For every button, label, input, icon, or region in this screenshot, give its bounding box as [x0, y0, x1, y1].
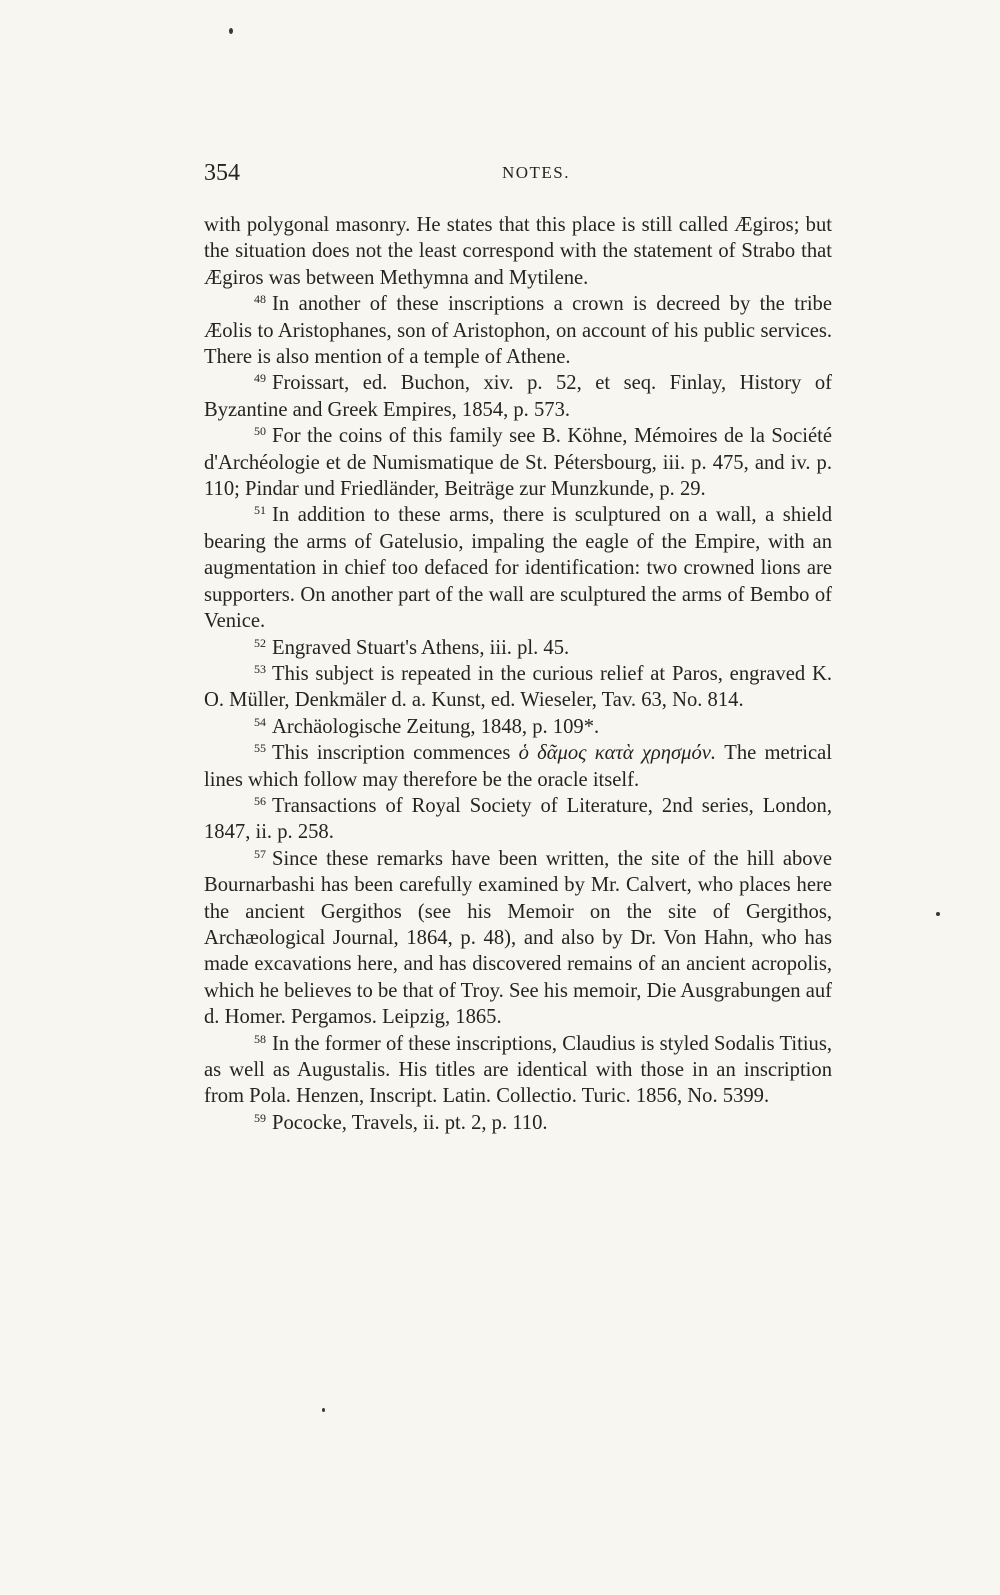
note-49 [204, 370, 832, 423]
note-text: Froissart, ed. Buchon, xiv. p. 52, et seq. Finlay, History of Byzantine and Greek Empires, 1854, p. 573. [204, 372, 832, 421]
notes-body [204, 212, 832, 1136]
note-number: 49 [254, 371, 266, 386]
ink-speck [229, 28, 233, 34]
note-number: 56 [254, 793, 266, 808]
note-48 [204, 291, 832, 370]
note-57 [204, 846, 832, 1031]
ink-speck [936, 912, 940, 916]
note-text: Archäologische Zeitung, 1848, p. 109*. [272, 715, 600, 738]
note-text: Pococke, Travels, ii. pt. 2, p. 110. [272, 1111, 548, 1134]
note-text: This inscription commences [272, 742, 519, 765]
note-50 [204, 423, 832, 502]
note-53 [204, 661, 832, 714]
note-58 [204, 1031, 832, 1110]
note-text: Since these remarks have been written, the site of the hill above Bournarbashi has been carefully examined by Mr. Calvert, who places here the ancient Gergithos (see his Memoir on the site of Gergithos, Archæological Journal, 1864, p. 48), and also by Dr. Von Hahn, who has made excavations here, and has discovered remains of an ancient acropolis, which he believes to be that of Troy. See his memoir, Die Ausgrabungen auf d. Homer. Pergamos. Leipzig, 1865. [204, 847, 832, 1029]
note-number: 53 [254, 661, 266, 676]
note-51 [204, 502, 832, 634]
page-number: 354 [204, 160, 240, 186]
greek-inscription: ὁ δᾶμος κατὰ χρησμόν. [518, 742, 717, 765]
note-text: Engraved Stuart's Athens, iii. pl. 45. [272, 636, 570, 659]
running-head: NOTES. [501, 163, 571, 182]
continuation-paragraph: with polygonal masonry. He states that this place is still called Ægiros; but the situation does not the least correspond with the statement of Strabo that Ægiros was between Methymna and Mytilene. [204, 214, 832, 289]
note-number: 50 [254, 424, 266, 439]
note-number: 52 [254, 635, 266, 650]
note-number: 51 [254, 503, 266, 518]
note-text: In addition to these arms, there is sculptured on a wall, a shield bearing the arms of Gatelusio, impaling the eagle of the Empire, with an augmentation in chief too defaced for identification: two crowned lions are supporters. On another part of the wall are sculptured the arms of Bembo of Venice. [204, 504, 832, 633]
note-text: This subject is repeated in the curious relief at Paros, engraved K. O. Müller, Denkmäler d. a. Kunst, ed. Wieseler, Tav. 63, No. 814. [204, 662, 832, 712]
note-56 [204, 793, 832, 846]
note-text: In the former of these inscriptions, Claudius is styled Sodalis Titius, as well as Augustalis. His titles are identical with those in an inscription from Pola. Henzen, Inscript. Latin. Collectio. Turic. 1856, No. 5399. [204, 1032, 832, 1108]
note-59 [204, 1110, 832, 1136]
note-number: 58 [254, 1031, 266, 1046]
note-text: For the coins of this family see B. Köhne, Mémoires de la Société d'Archéologie et de Numismatique de St. Pétersbourg, iii. p. 475, and iv. p. 110; Pindar und Friedländer, Beiträge zur Munzkunde, p. 29. [204, 425, 832, 501]
note-55 [204, 740, 832, 793]
note-number: 55 [254, 741, 266, 756]
note-text: The metrical lines which follow may therefore be the oracle itself. [204, 742, 832, 791]
note-52 [204, 635, 832, 661]
note-text: Transactions of Royal Society of Literature, 2nd series, London, 1847, ii. p. 258. [204, 794, 832, 844]
page-header [204, 158, 834, 188]
note-number: 57 [254, 846, 266, 861]
note-text: In another of these inscriptions a crown is decreed by the tribe Æolis to Aristophanes, son of Aristophon, on account of his public services. There is also mention of a temple of Athene. [204, 293, 832, 369]
note-number: 48 [254, 292, 266, 307]
ink-speck [322, 1408, 325, 1412]
note-number: 54 [254, 714, 266, 729]
note-54 [204, 714, 832, 740]
note-number: 59 [254, 1110, 266, 1125]
